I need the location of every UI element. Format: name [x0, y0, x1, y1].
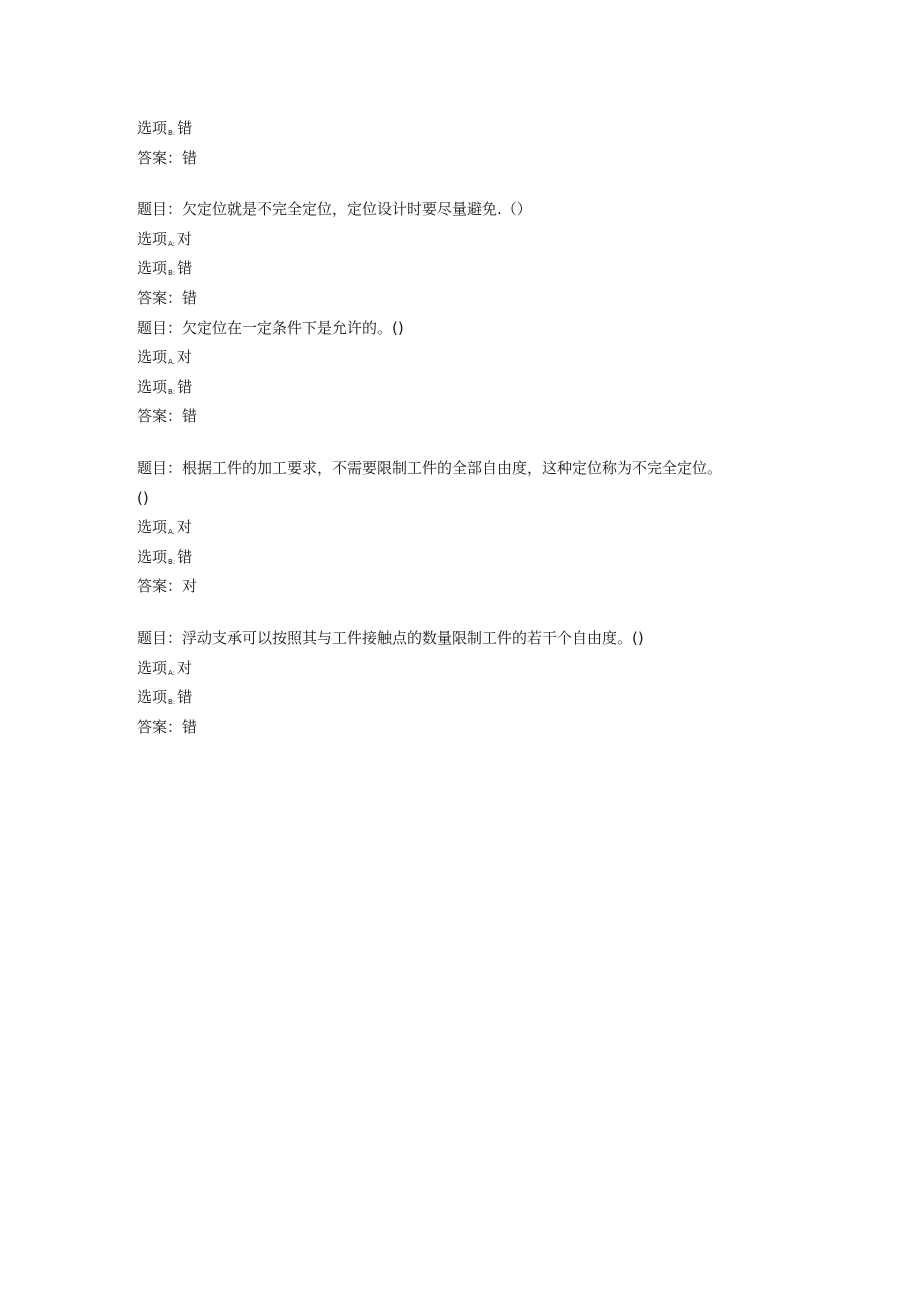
answer-value: 错: [182, 407, 198, 426]
option-prefix: 选项: [137, 119, 168, 137]
answer-prefix: 答案：: [137, 288, 183, 307]
option-b-line: 选项$_{B:}$ 错: [137, 259, 193, 278]
question-prefix: 题目：: [137, 200, 183, 219]
answer-prefix: 答案：: [137, 407, 183, 426]
question-line: [137, 624, 777, 654]
option-a-line: 选项$_{A:}$ 对: [137, 658, 193, 677]
answer-prefix: 答案：: [137, 148, 183, 167]
answer-value: 对: [182, 577, 198, 596]
option-prefix: 选项: [137, 658, 168, 677]
quiz-document: [137, 114, 777, 742]
option-letter: B: [168, 387, 173, 396]
option-letter: A: [168, 528, 173, 537]
answer-line: [137, 402, 777, 432]
question-prefix: 题目：: [137, 628, 183, 647]
option-value: 对: [176, 348, 192, 367]
question-text: 欠定位在一定条件下是允许的。(): [182, 318, 404, 337]
option-letter: B: [168, 129, 173, 137]
question-continuation: [137, 484, 777, 514]
answer-prefix: 答案：: [137, 577, 183, 596]
option-letter: A: [168, 239, 173, 248]
answer-value: 错: [182, 288, 198, 307]
answer-value: 错: [182, 717, 198, 736]
option-prefix: 选项: [137, 518, 168, 537]
option-a-line: 选项$_{A.}$ 对: [137, 518, 192, 537]
option-prefix: 选项: [137, 259, 168, 278]
option-prefix: 选项: [137, 547, 168, 566]
answer-line: [137, 144, 777, 174]
option-value: 对: [176, 518, 192, 537]
option-value: 对: [177, 229, 193, 248]
option-prefix: 选项: [137, 229, 168, 248]
option-prefix: 选项: [137, 688, 168, 707]
answer-line: [137, 713, 777, 743]
option-a-line: 选项$_{A:}$ 对: [137, 229, 193, 248]
option-b-line: 选项$_{B:}$ 错: [137, 119, 193, 137]
option-prefix: 选项: [137, 377, 168, 396]
answer-line: [137, 284, 777, 314]
option-letter: B: [168, 698, 173, 707]
quiz-block-4: [137, 624, 777, 742]
option-letter: A: [168, 668, 173, 677]
quiz-block-1: [137, 114, 777, 173]
answer-value: 错: [182, 148, 198, 167]
option-b-line: 选项$_{B:}$ 错: [137, 688, 193, 707]
option-letter: B: [168, 269, 173, 278]
quiz-block-3: [137, 454, 777, 602]
option-prefix: 选项: [137, 348, 168, 367]
option-value: 错: [177, 688, 193, 707]
question-line: [137, 195, 777, 225]
question-prefix: 题目：: [137, 318, 183, 337]
option-b-line: 选项$_{B:}$ 错: [137, 377, 193, 396]
option-value: 错: [177, 259, 193, 278]
option-value: 错: [177, 377, 193, 396]
option-letter: B: [168, 557, 173, 566]
question-prefix: 题目：: [137, 458, 183, 477]
option-b-line: 选项$_{B:}$ 错: [137, 547, 193, 566]
question-text: 浮动支承可以按照其与工件接触点的数量限制工件的若干个自由度。(): [182, 628, 644, 647]
question-text: 根据工件的加工要求，不需要限制工件的全部自由度，这种定位称为不完全定位。: [182, 458, 723, 477]
question-text: 欠定位就是不完全定位，定位设计时要尽量避免.（）: [182, 200, 532, 219]
option-a-line: 选项$_{A.}$ 对: [137, 348, 192, 367]
answer-line: [137, 572, 777, 602]
quiz-block-2: [137, 195, 777, 432]
option-letter: A: [168, 358, 173, 367]
question-line: [137, 454, 777, 484]
question-line: [137, 314, 777, 344]
question-text: (): [137, 488, 149, 507]
option-value: 错: [177, 119, 193, 137]
option-value: 对: [177, 658, 193, 677]
answer-prefix: 答案：: [137, 717, 183, 736]
option-value: 错: [177, 547, 193, 566]
